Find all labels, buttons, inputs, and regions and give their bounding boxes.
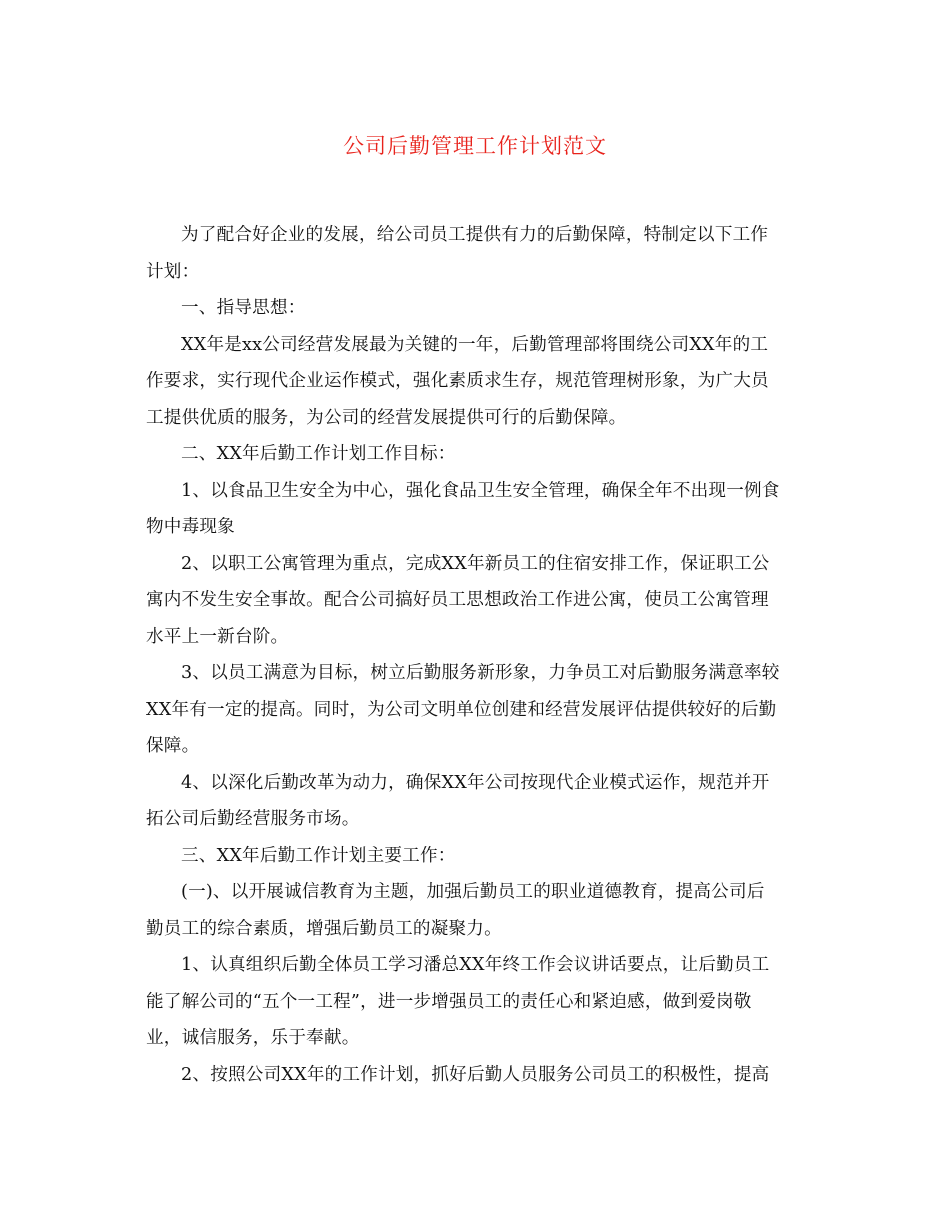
subsection-heading-integrity-education: (一)、以开展诚信教育为主题，加强后勤员工的职业道德教育，提高公司后 勤员工的综合素质，增强后勤员工的凝聚力。: [146, 882, 765, 939]
document-body: [146, 217, 810, 1093]
section-heading-guiding-thought: 一、指导思想：: [181, 298, 306, 318]
goal-item-4: 4、以深化后勤改革为动力，确保XX年公司按现代企业模式运作，规范并开 拓公司后勤经营服务市场。: [146, 772, 770, 829]
section-heading-main-work: 三、XX年后勤工作计划主要工作：: [181, 845, 456, 866]
goal-item-2: 2、以职工公寓管理为重点，完成XX年新员工的住宿安排工作，保证职工公 寓内不发生安全事故。配合公司搞好员工思想政治工作进公寓，使员工公寓管理 水平上一新台阶。: [146, 553, 770, 647]
work-item-1: 1、认真组织后勤全体员工学习潘总XX年终工作会议讲话要点，让后勤员工 能了解公司的“五个一工程”，进一步增强员工的责任心和紧迫感，做到爱岗敬 业，诚信服务，乐于奉献。: [146, 955, 770, 1048]
goal-item-3: 3、以员工满意为目标，树立后勤服务新形象，力争员工对后勤服务满意率较 XX年有一定的提高。同时，为公司文明单位创建和经营发展评估提供较好的后勤 保障。: [146, 663, 780, 756]
goal-item-1: 1、以食品卫生安全为中心，强化食品卫生安全管理，确保全年不出现一例食 物中毒现象: [146, 480, 780, 537]
work-item-2: 2、按照公司XX年的工作计划，抓好后勤人员服务公司员工的积极性，提高: [181, 1064, 770, 1085]
section-heading-goals: 二、XX年后勤工作计划工作目标：: [181, 444, 456, 464]
paragraph-guiding-thought: XX年是xx公司经营发展最为关键的一年，后勤管理部将围绕公司XX年的工 作要求，实行现代企业运作模式，强化素质求生存，规范管理树形象，为广大员 工提供优质的服务，为公司的经营发展提供可行的后勤保障。: [146, 334, 769, 428]
intro-paragraph: 为了配合好企业的发展，给公司员工提供有力的后勤保障，特制定以下工作 计划：: [146, 225, 769, 282]
document-title: 公司后勤管理工作计划范文: [343, 134, 607, 158]
